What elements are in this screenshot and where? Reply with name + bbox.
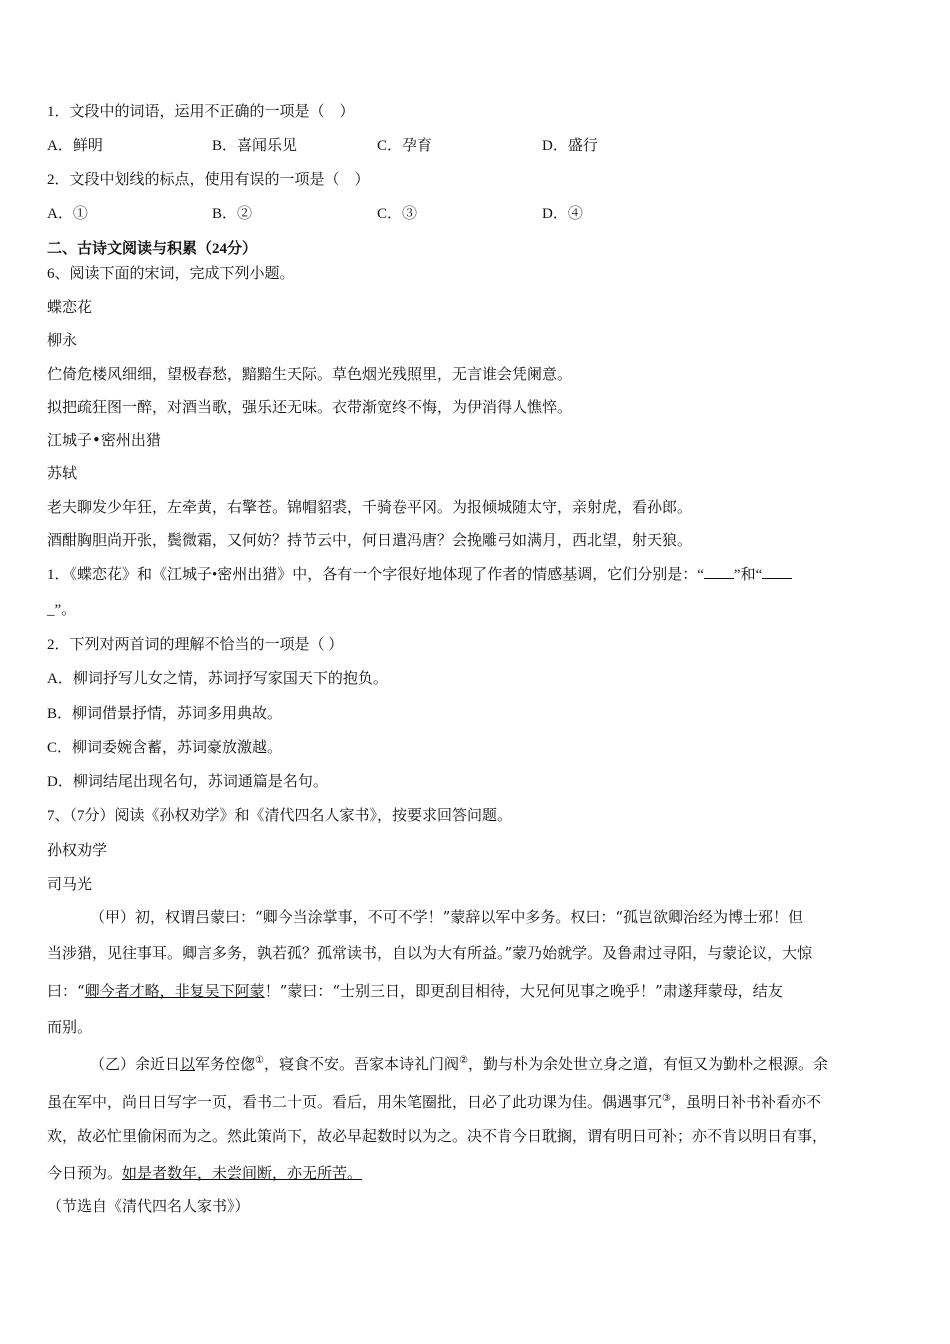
question-7-stem: 7、（7分）阅读《孙权劝学》和《清代四名人家书》，按要求回答问题。 (47, 808, 513, 824)
footnote-mark: ① (255, 1055, 265, 1066)
text-span: 虽在军中，尚日日写字一页，看书二十页。看后，用朱笔圈批，日必了此功课为佳。偶遇事冗 (47, 1093, 663, 1111)
option-b: B．② (212, 206, 253, 222)
text-span: （乙）余近日 (90, 1055, 181, 1073)
passage-yi-line (47, 1089, 821, 1112)
question-punct-stem: 2．文段中划线的标点，使用有误的一项是（ ） (47, 172, 370, 188)
option-d: D．④ (542, 206, 583, 222)
question-6-stem: 6、阅读下面的宋词，完成下列小题。 (47, 266, 295, 282)
sub-question-1 (47, 564, 792, 585)
option-d: D．柳词结尾出现名句，苏词通篇是名句。 (47, 774, 328, 790)
poem1-line: 伫倚危楼风细细，望极春愁，黯黯生天际。草色烟光残照里，无言谁会凭阑意。 (47, 365, 573, 383)
text-span: 今日预为。 (47, 1164, 123, 1182)
option-c: C．③ (377, 206, 418, 222)
answer-blank[interactable] (704, 564, 734, 579)
sub-question-1-text: ”和“ (733, 567, 763, 583)
option-b: B．柳词借景抒情，苏词多用典故。 (47, 706, 283, 722)
passage-jia-line: 而别。 (47, 1018, 93, 1036)
passage-author: 司马光 (47, 875, 93, 893)
answer-blank[interactable] (762, 564, 792, 579)
text-span: 曰：“ (47, 982, 85, 1000)
source-note: （节选自《清代四名人家书》） (47, 1199, 250, 1215)
option-c: C．孕育 (377, 138, 433, 154)
footnote-mark: ② (459, 1055, 468, 1066)
passage-yi-line: 欢，故必忙里偷闲而为之。然此策尚下，故必早起数时以为之。决不肯今日耽搁，谓有明日可补；亦不肯以明日有事， (47, 1127, 828, 1145)
text-span: ！”蒙曰：“士别三日，即更刮目相待，大兄何见事之晚乎！”肃遂拜蒙母，结友 (264, 982, 783, 1000)
option-c: C．柳词委婉含蓄，苏词豪放激越。 (47, 740, 283, 756)
underlined-char: 以 (180, 1055, 196, 1073)
text-span: ，寝食不安。吾家本诗礼门阀 (264, 1055, 460, 1073)
passage-yi-line (47, 1163, 362, 1183)
option-a: A．鲜明 (47, 138, 103, 154)
passage-jia-line (47, 981, 783, 1001)
option-d: D．盛行 (542, 138, 598, 154)
poem2-line: 老夫聊发少年狂，左牵黄，右擎苍。锦帽貂裘，千骑卷平冈。为报倾城随太守，亲射虎，看孙郎。 (47, 498, 693, 516)
section-heading: 二、古诗文阅读与积累（24分） (47, 241, 258, 257)
footnote-mark: ③ (662, 1093, 671, 1104)
passage-title: 孙权劝学 (47, 841, 108, 859)
poem1-author: 柳永 (47, 331, 78, 349)
sub-question-1-text: 1．《蝶恋花》和《江城子•密州出猎》中，各有一个字很好地体现了作者的情感基调，它们分别是：“ (47, 567, 704, 583)
passage-jia-line: （甲）初，权谓吕蒙曰：“卿今当涂掌事，不可不学！”蒙辞以军中多务。权曰：“孤岂欲卿治经为博士邪！但 (90, 908, 804, 926)
sub-question-2-stem: 2．下列对两首词的理解不恰当的一项是（ ） (47, 637, 344, 653)
passage-yi-line (90, 1051, 828, 1074)
underlined-phrase: 卿今者才略，非复吴下阿蒙 (84, 982, 265, 1000)
poem2-title: 江城子•密州出猎 (47, 431, 161, 449)
poem1-line: 拟把疏狂图一醉，对酒当歌，强乐还无味。衣带渐宽终不悔，为伊消得人憔悴。 (47, 398, 573, 416)
option-b: B．喜闻乐见 (212, 138, 298, 154)
poem2-author: 苏轼 (47, 464, 78, 482)
passage-jia-line: 当涉猎，见往事耳。卿言多务，孰若孤？孤常读书，自以为大有所益。”蒙乃始就学。及鲁肃过寻阳，与蒙论议，大惊 (47, 944, 813, 962)
poem1-title: 蝶恋花 (47, 298, 93, 316)
option-a: A．柳词抒写儿女之情，苏词抒写家国天下的抱负。 (47, 671, 388, 687)
question-idioms-stem: 1．文段中的词语，运用不正确的一项是（ ） (47, 104, 355, 120)
text-span: 军务倥偬 (195, 1055, 256, 1073)
underlined-sentence: 如是者数年，未尝间断，亦无所苦。 (122, 1164, 363, 1182)
poem2-line: 酒酣胸胆尚开张，鬓微霜，又何妨？持节云中，何日遣冯唐？会挽雕弓如满月，西北望，射天狼。 (47, 531, 693, 549)
text-span: ，勤与朴为余处世立身之道，有恒又为勤朴之根源。余 (468, 1055, 829, 1073)
sub-question-1-tail: _”。 (47, 602, 77, 618)
option-a: A．① (47, 206, 88, 222)
text-span: ，虽明日补书补看亦不 (670, 1093, 821, 1111)
